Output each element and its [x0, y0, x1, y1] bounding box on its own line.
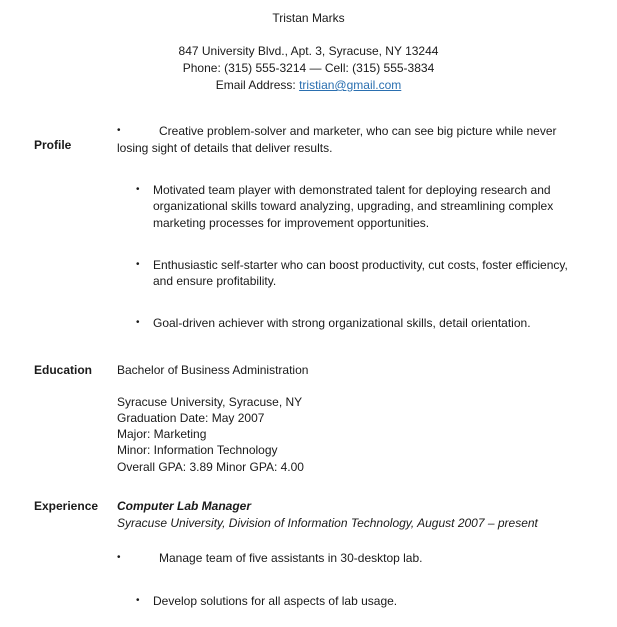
profile-item-3-line-1: Enthusiastic self-starter who can boost productivity, cut costs, foster efficiency,: [153, 258, 568, 272]
education-detail: Major: Marketing: [117, 427, 207, 441]
bullet-icon: •: [136, 184, 140, 195]
phone-line: Phone: (315) 555-3214 — Cell: (315) 555-3834: [182, 61, 435, 75]
job-title: Computer Lab Manager: [117, 499, 252, 513]
education-detail: Graduation Date: May 2007: [117, 411, 265, 425]
profile-item-1-line-2: losing sight of details that deliver results.: [117, 141, 333, 155]
address-line: 847 University Blvd., Apt. 3, Syracuse, NY 13244: [178, 44, 439, 58]
bullet-icon: •: [117, 552, 121, 563]
bullet-icon: •: [136, 595, 140, 606]
profile-item-2-line-1: Motivated team player with demonstrated talent for deploying research and: [153, 183, 551, 197]
email-label: Email Address:: [215, 78, 300, 92]
education-detail: Syracuse University, Syracuse, NY: [117, 395, 303, 409]
education-section-label: Education: [34, 363, 93, 377]
profile-item-2-line-3: marketing processes for improvement opportunities.: [153, 216, 430, 230]
bullet-icon: •: [136, 259, 140, 270]
profile-item-4-line-1: Goal-driven achiever with strong organizational skills, detail orientation.: [153, 316, 531, 330]
email-link[interactable]: tristian@gmail.com: [299, 78, 402, 92]
degree: Bachelor of Business Administration: [117, 363, 309, 377]
profile-item-1-line-1: Creative problem-solver and marketer, who can see big picture while never: [159, 124, 557, 138]
experience-section-label: Experience: [34, 499, 99, 513]
education-detail: Minor: Information Technology: [117, 443, 278, 457]
experience-item: Manage team of five assistants in 30-desktop lab.: [159, 551, 423, 565]
experience-item: Develop solutions for all aspects of lab usage.: [153, 594, 398, 608]
applicant-name: Tristan Marks: [272, 11, 345, 25]
profile-item-2-line-2: organizational skills toward analyzing, upgrading, and streamlining complex: [153, 199, 554, 213]
email-line: [0, 77, 617, 93]
education-detail: Overall GPA: 3.89 Minor GPA: 4.00: [117, 460, 304, 474]
bullet-icon: •: [117, 125, 121, 136]
employer-line: Syracuse University, Division of Information Technology, August 2007 – present: [117, 516, 538, 530]
profile-section-label: Profile: [34, 138, 72, 152]
profile-item-3-line-2: and ensure profitability.: [153, 274, 277, 288]
bullet-icon: •: [136, 317, 140, 328]
